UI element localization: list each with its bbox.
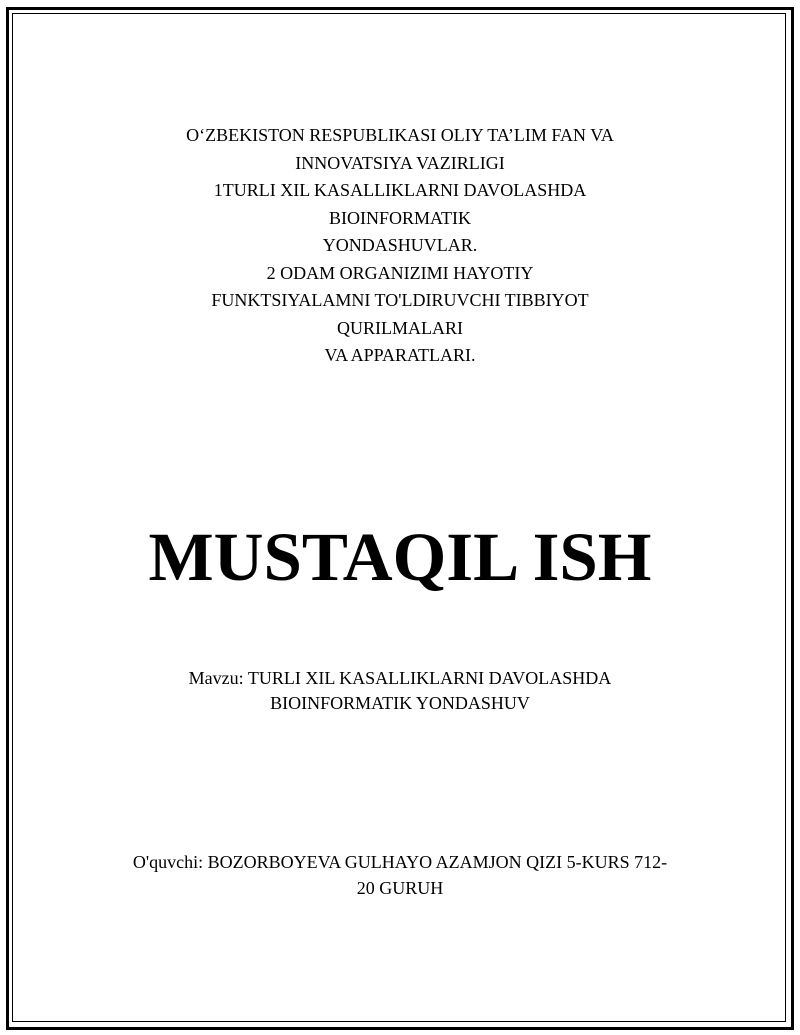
student-line-2: 20 GURUH [356,878,444,898]
header-line-3: 1TURLI XIL KASALLIKLARNI DAVOLASHDA [213,180,587,200]
topic-line-1: Mavzu: TURLI XIL KASALLIKLARNI DAVOLASHDA [188,668,612,688]
header-line-2: INNOVATSIYA VAZIRLIGI [295,152,505,173]
student-line-1: O'quvchi: BOZORBOYEVA GULHAYO AZAMJON QIZI 5-KURS 712- [132,852,668,872]
document-title: MUSTAQIL ISH [148,519,652,595]
topic-line-2: BIOINFORMATIK YONDASHUV [270,693,530,713]
topic-section [0,666,800,716]
header-line-7: FUNKTSIYALAMNI TO'LDIRUVCHI TIBBIYOT [211,290,589,310]
header-line-9: VA APPARATLARI. [324,345,476,365]
student-section [0,849,800,901]
header-line-4: BIOINFORMATIK [328,207,471,228]
header-line-5: YONDASHUVLAR. [322,235,478,255]
header-line-1: O‘ZBEKISTON RESPUBLIKASI OLIY TA’LIM FAN VA [186,125,614,145]
ministry-header [0,122,800,370]
header-line-8: QURILMALARI [337,317,463,338]
header-line-6: 2 ODAM ORGANIZIMI HAYOTIY [266,262,534,283]
